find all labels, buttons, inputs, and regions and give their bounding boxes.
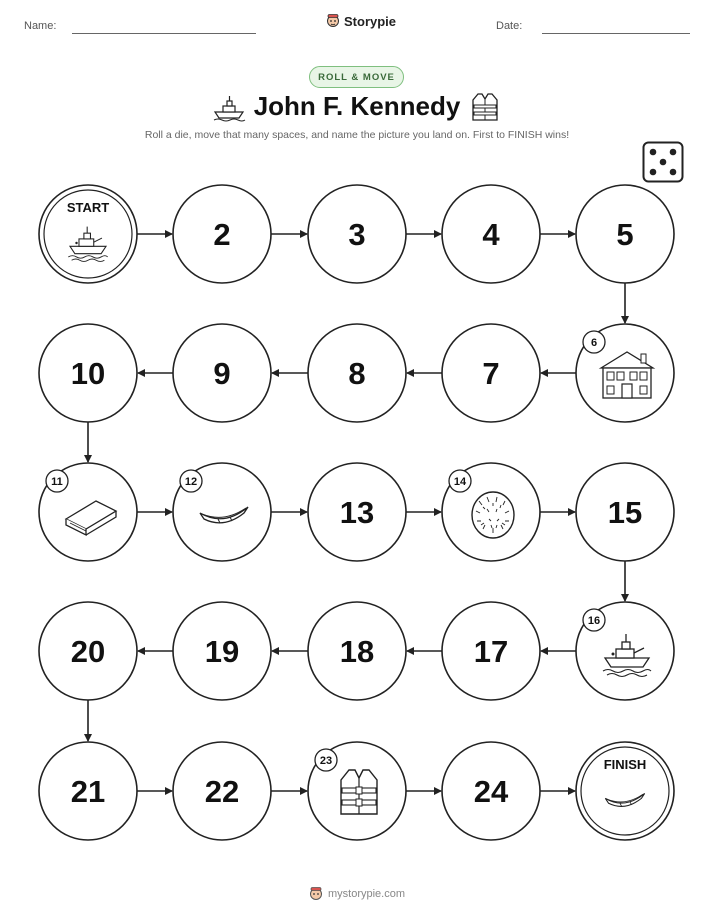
space-number: 8	[348, 356, 366, 391]
finish-label: FINISH	[603, 757, 647, 772]
space-number: 12	[184, 476, 198, 488]
board-space-6[interactable]	[576, 324, 674, 422]
space-number: 22	[204, 774, 240, 809]
board-space-5[interactable]	[576, 185, 674, 283]
footer	[0, 886, 714, 902]
space-number: 20	[70, 634, 106, 669]
date-label: Date:	[496, 20, 523, 32]
space-number: 7	[482, 356, 500, 391]
board-space-8[interactable]	[308, 324, 406, 422]
space-number: 4	[482, 217, 500, 252]
space-number: 2	[213, 217, 231, 252]
space-number: 6	[590, 337, 598, 349]
space-number: 10	[70, 356, 106, 391]
page-title: John F. Kennedy	[253, 91, 461, 121]
board-space-1[interactable]	[39, 185, 137, 283]
activity-badge: ROLL & MOVE	[309, 66, 404, 88]
board-space-10[interactable]	[39, 324, 137, 422]
board-space-16[interactable]	[576, 602, 674, 700]
space-number: 14	[453, 476, 467, 488]
instructions: Roll a die, move that many spaces, and name the picture you land on. First to FINISH wins!	[144, 129, 570, 141]
board-space-25[interactable]	[576, 742, 674, 840]
board-space-20[interactable]	[39, 602, 137, 700]
board-space-14[interactable]	[442, 463, 540, 561]
brand-name: Storypie	[344, 13, 397, 29]
space-number: 18	[339, 634, 375, 669]
footer-url[interactable]: mystorypie.com	[327, 888, 406, 900]
board-space-15[interactable]	[576, 463, 674, 561]
space-number: 24	[473, 774, 509, 809]
space-number: 5	[616, 217, 634, 252]
space-number: 23	[319, 755, 333, 767]
board-space-13[interactable]	[308, 463, 406, 561]
board-space-12[interactable]	[173, 463, 271, 561]
board-space-7[interactable]	[442, 324, 540, 422]
board-space-22[interactable]	[173, 742, 271, 840]
mascot-icon	[309, 886, 323, 902]
board-space-4[interactable]	[442, 185, 540, 283]
board-space-3[interactable]	[308, 185, 406, 283]
name-label: Name:	[24, 20, 57, 32]
coconut-icon	[472, 492, 514, 538]
board-space-21[interactable]	[39, 742, 137, 840]
board-space-2[interactable]	[173, 185, 271, 283]
board-space-17[interactable]	[442, 602, 540, 700]
space-number: 13	[339, 495, 375, 530]
space-number: 21	[70, 774, 106, 809]
board-spaces	[39, 185, 674, 840]
board-space-23[interactable]	[308, 742, 406, 840]
space-number: 16	[587, 615, 601, 627]
board-space-18[interactable]	[308, 602, 406, 700]
board-space-9[interactable]	[173, 324, 271, 422]
space-number: 11	[51, 476, 63, 488]
board-space-19[interactable]	[173, 602, 271, 700]
space-number: 19	[204, 634, 240, 669]
space-number: 15	[607, 495, 643, 530]
board-space-24[interactable]	[442, 742, 540, 840]
space-number: 17	[473, 634, 509, 669]
space-number: 9	[213, 356, 231, 391]
start-label: START	[66, 200, 110, 215]
space-number: 3	[348, 217, 366, 252]
board-space-11[interactable]	[39, 463, 137, 561]
life-vest-icon	[341, 770, 377, 814]
